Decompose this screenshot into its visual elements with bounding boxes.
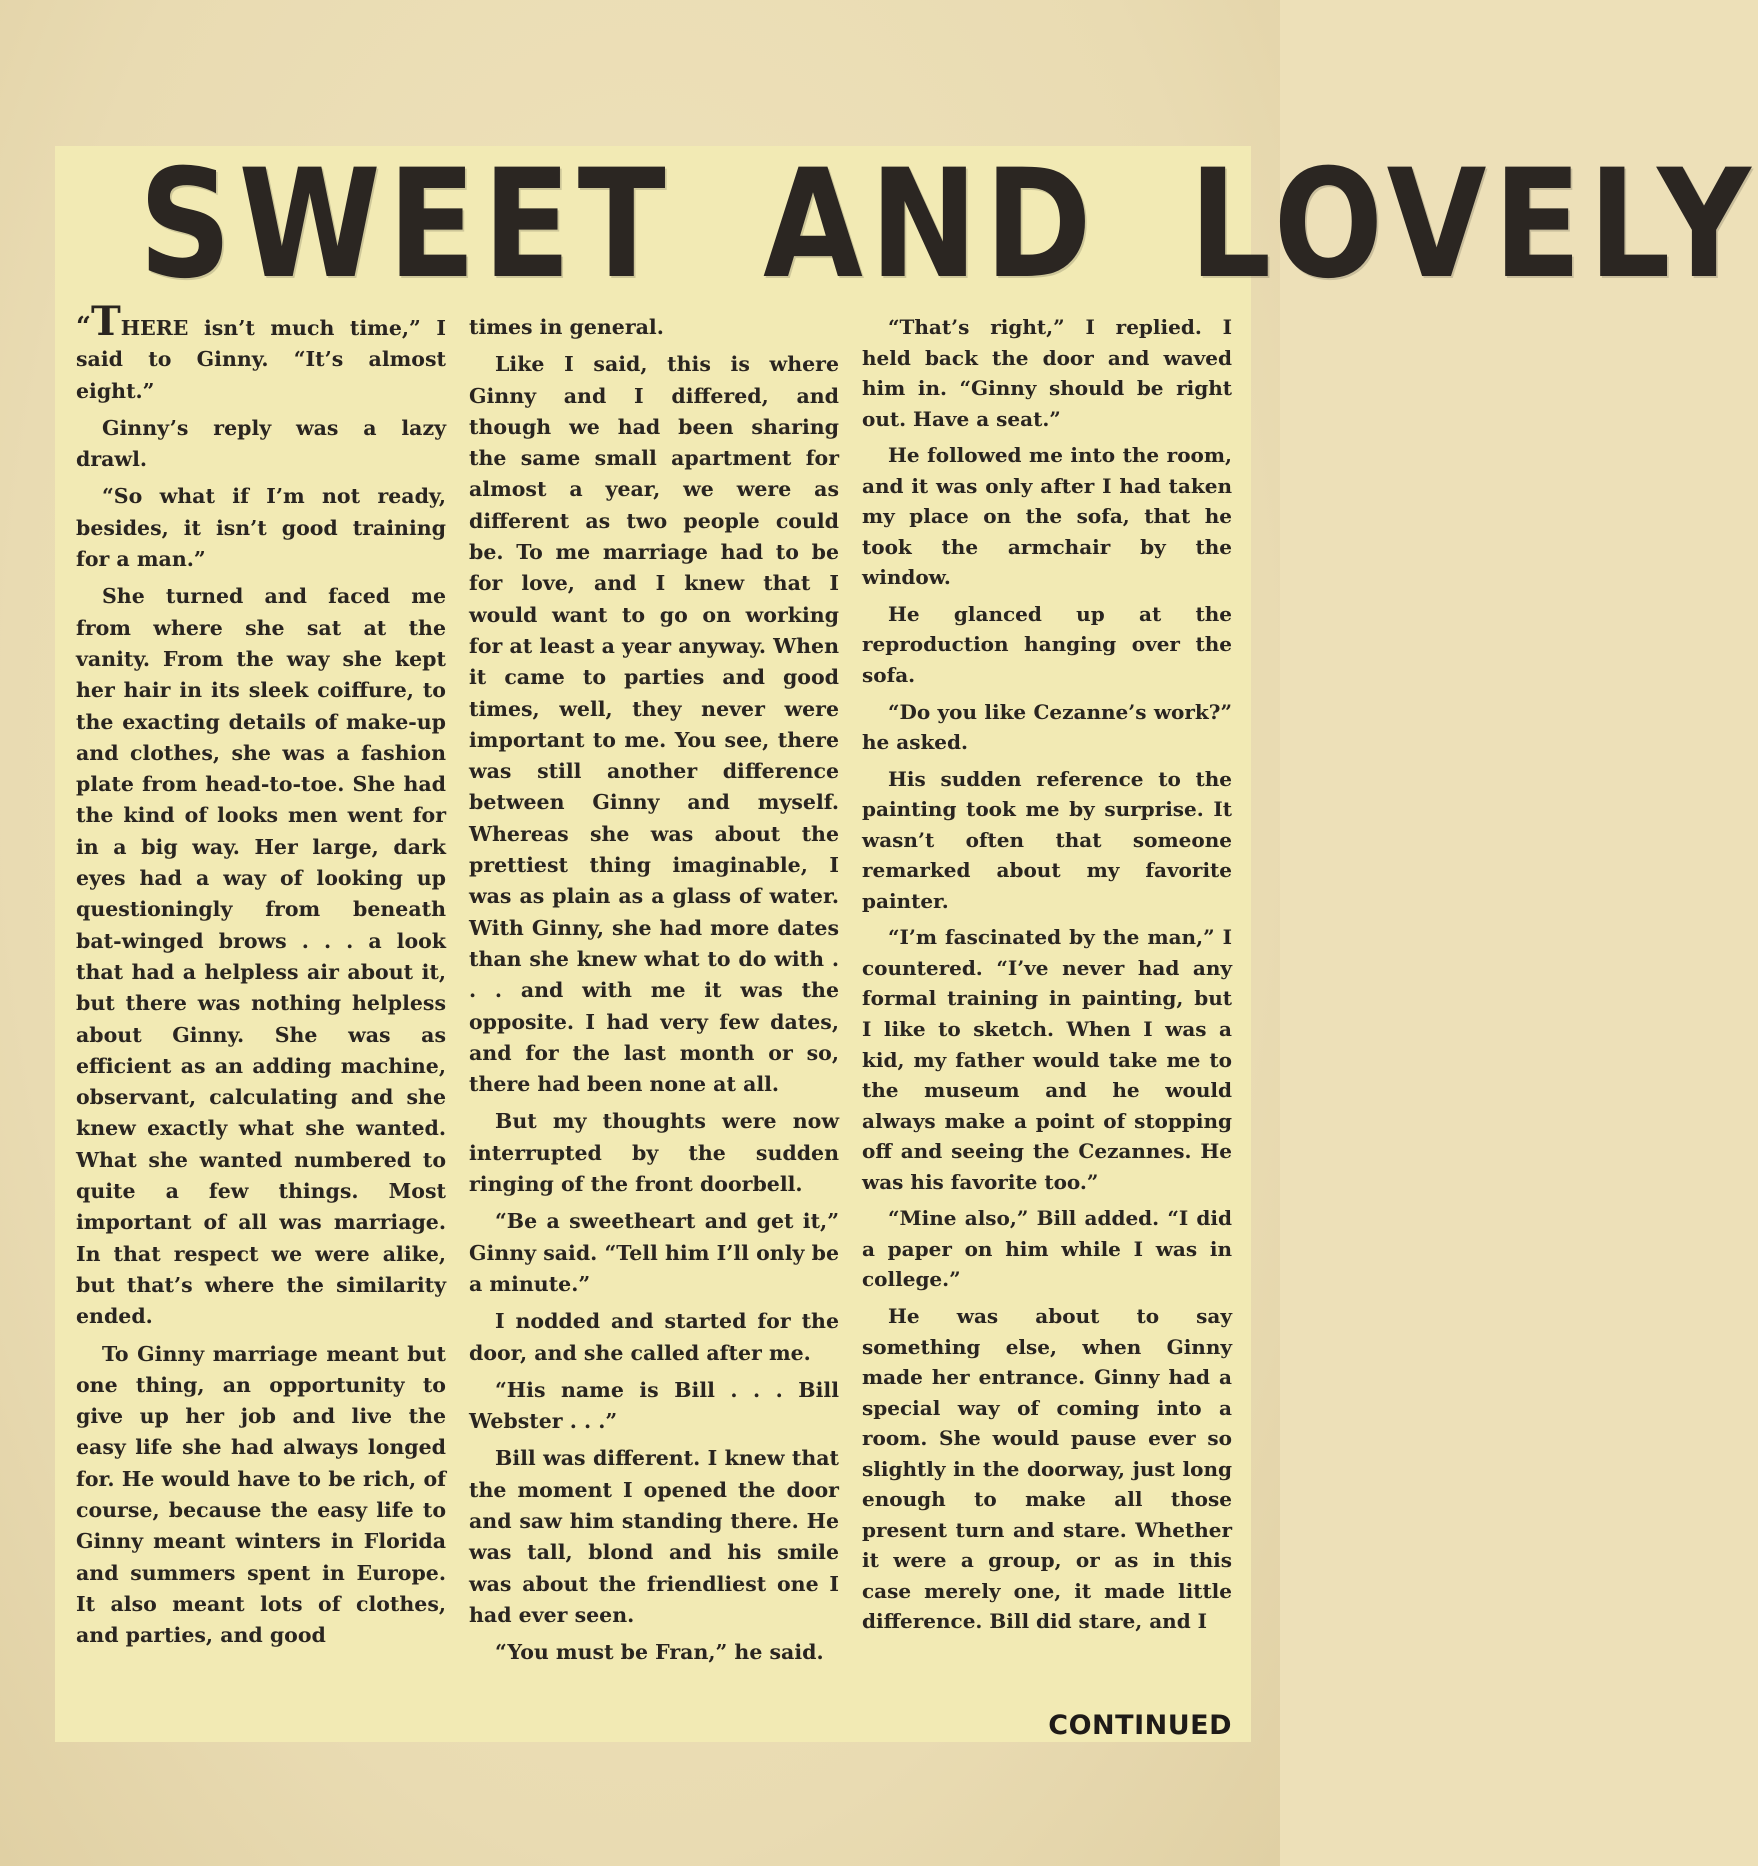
paragraph: Bill was different. I knew that the moment I opened the door and saw him standing there. He was tall, blond and his smile was about the friendliest one I had ever seen.	[469, 1446, 839, 1627]
paragraph: Like I said, this is where Ginny and I differed, and though we had been sharing the same small apartment for almost a year, we were as different as two people could be. To me marriage had to be for love, and I knew that I would want to go on working for at least a year anyway. When it came to parties and good times, well, they never were important to me. You see, there was still another difference between Ginny and myself. Whereas she was about the prettiest thing imaginable, I was as plain as a glass of water. With Ginny, she had more dates than she knew what to do with . . . and with me it was the opposite. I had very few dates, and for the last month or so, there had been none at all.	[469, 352, 839, 1097]
paragraph: “I’m fascinated by the man,” I countered. “I’ve never had any formal training in painting, but I like to sketch. When I was a kid, my father would take me to the museum and he would always make a point of stopping off and seeing the Cezannes. He was his favorite too.”	[862, 925, 1232, 1194]
paragraph-continuation: times in general.	[469, 315, 664, 339]
paragraph: To Ginny marriage meant but one thing, an opportunity to give up her job and live the easy life she had always longed for. He would have to be rich, of course, because the easy life to Ginny meant winters in Florida and summers spent in Europe. It also meant lots of clothes, and parties, and good	[76, 1341, 446, 1648]
paragraph: Ginny’s reply was a lazy drawl.	[76, 415, 446, 472]
paragraph: “Be a sweetheart and get it,” Ginny said. “Tell him I’ll only be a minute.”	[469, 1209, 839, 1296]
continued-label: CONTINUED	[1048, 1710, 1232, 1741]
paragraph: “You must be Fran,” he said.	[495, 1640, 824, 1665]
paragraph: But my thoughts were now interrupted by the sudden ringing of the front doorbell.	[469, 1109, 839, 1197]
text-column-1	[76, 298, 446, 1657]
paragraph: I nodded and started for the door, and she called after me.	[469, 1309, 839, 1365]
paragraph: “Mine also,” Bill added. “I did a paper on him while I was in college.”	[862, 1206, 1232, 1292]
paragraph: He was about to say something else, when Ginny made her entrance. Ginny had a special way of coming into a room. She would pause ever so slightly in the doorway, just long enough to make all those present turn and stare. Whether it were a group, or as in this case merely one, it made little difference. Bill did stare, and I	[862, 1303, 1232, 1634]
paragraph: “Do you like Cezanne’s work?” he asked.	[862, 699, 1232, 755]
opening-paragraph	[76, 298, 446, 407]
paragraph: “His name is Bill . . . Bill Webster . . .”	[469, 1377, 839, 1434]
opening-text: HERE isn’t much time,” I said to Ginny. “It’s almost eight.”	[76, 316, 446, 403]
opening-quote: “	[76, 312, 91, 342]
paragraph: His sudden reference to the painting took me by surprise. It wasn’t often that someone remarked about my favorite painter.	[862, 766, 1232, 913]
story-title: SWEET AND LOVELY	[138, 138, 1758, 312]
paragraph: He glanced up at the reproduction hanging over the sofa.	[862, 601, 1232, 688]
paragraph: He followed me into the room, and it was only after I had taken my place on the sofa, that he took the armchair by the window.	[862, 443, 1232, 590]
paragraph: “So what if I’m not ready, besides, it isn’t good training for a man.”	[76, 484, 446, 572]
paragraph: “That’s right,” I replied. I held back the door and waved him in. “Ginny should be right out. Have a seat.”	[862, 315, 1232, 431]
drop-cap: T	[90, 298, 121, 345]
paragraph: She turned and faced me from where she sat at the vanity. From the way she kept her hair in its sleek coiffure, to the exacting details of make-up and clothes, she was a fashion plate from head-to-toe. She had the kind of looks men went for in a big way. Her large, dark eyes had a way of looking up questioningly from beneath bat-winged brows . . . a look that had a helpless air about it, but there was nothing helpless about Ginny. She was as efficient as an adding machine, observant, calculating and she knew exactly what she wanted. What she wanted numbered to quite a few things. Most important of all was marriage. In that respect we were alike, but that’s where the similarity ended.	[76, 584, 446, 1329]
text-column-2	[469, 312, 839, 1674]
text-column-3	[862, 312, 1232, 1643]
